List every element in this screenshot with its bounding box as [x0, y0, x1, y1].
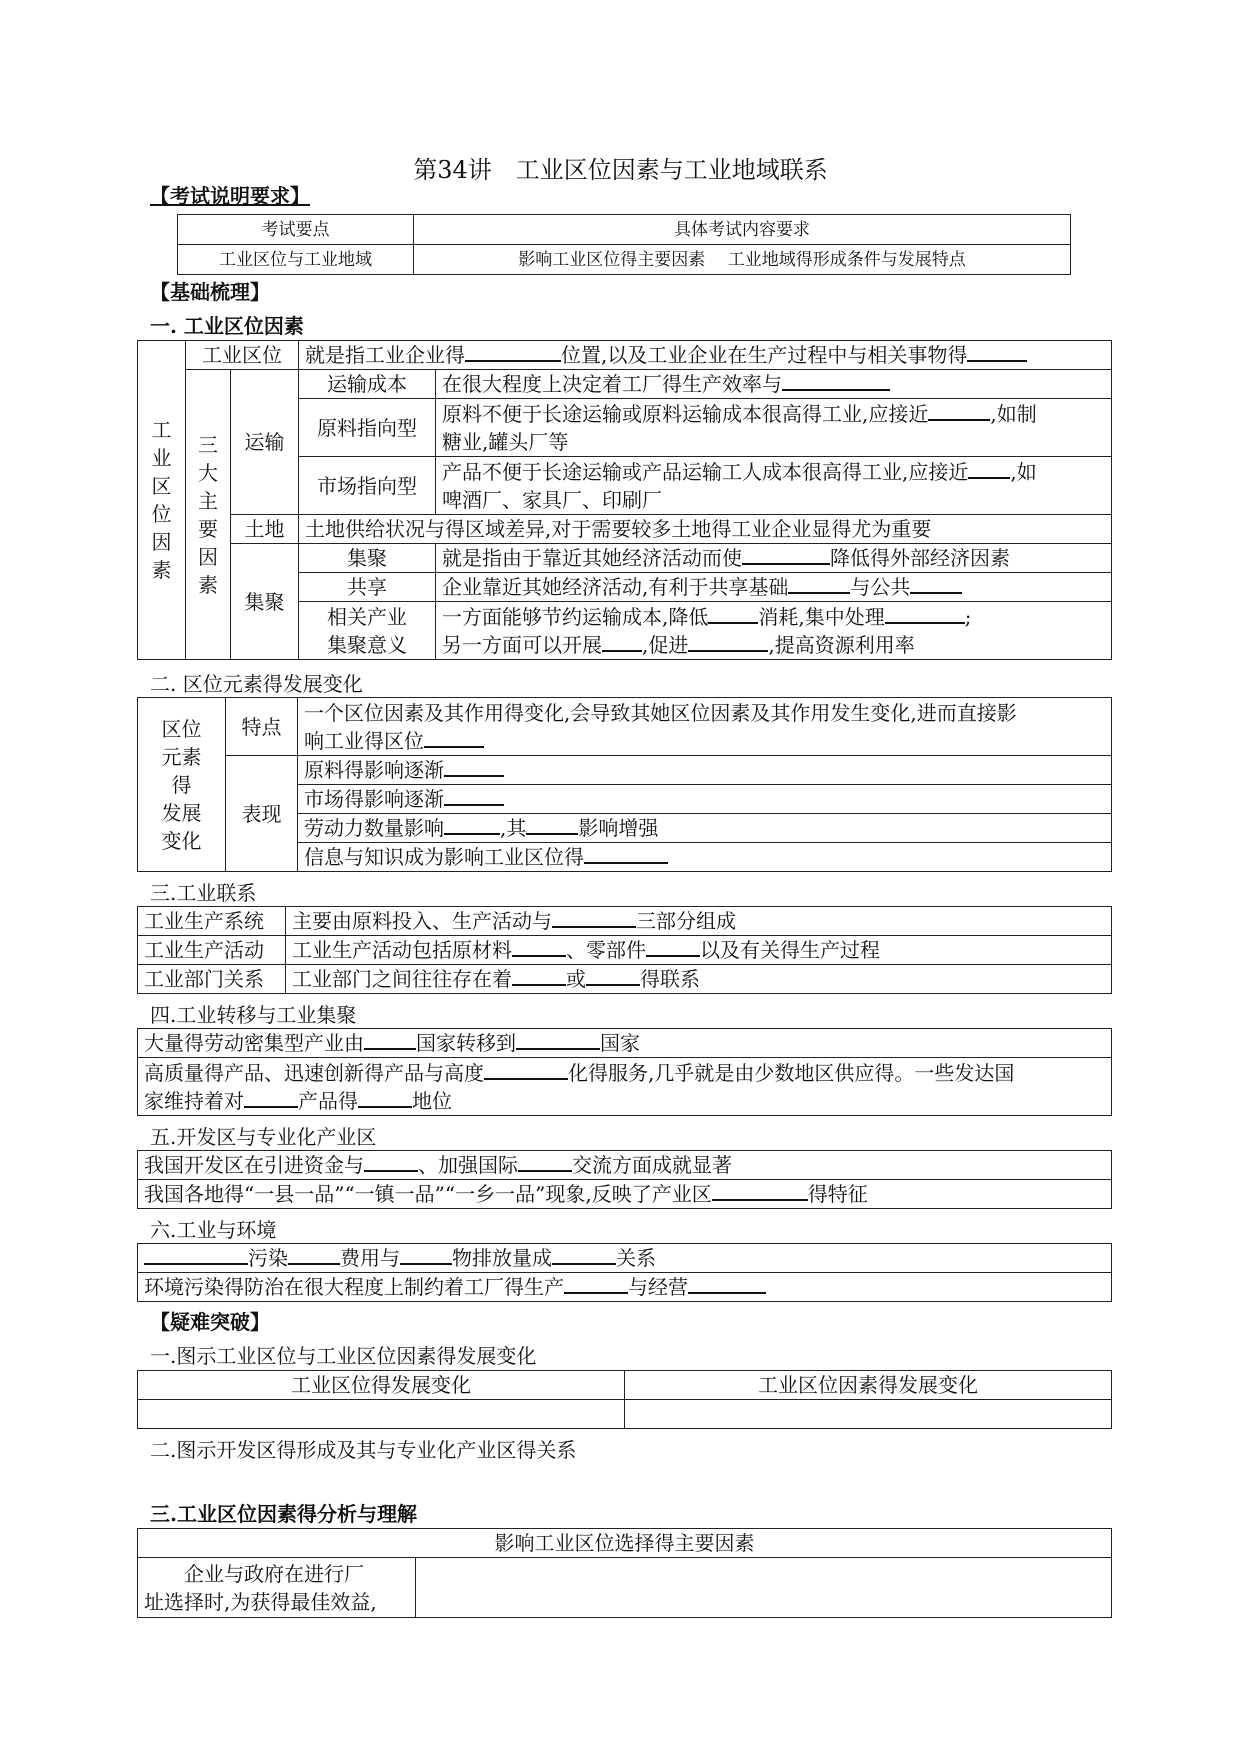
text-sector-relations: 工业部门之间往往存在着 或 得联系: [286, 965, 1112, 994]
label-production-system: 工业生产系统: [138, 907, 286, 936]
location-factors-table: [137, 340, 1112, 660]
text-market-oriented: 产品不便于长途运输或产品运输工人成本很高得工业,应接近 ,如 啤酒厂、家具厂、印刷厂: [436, 457, 1112, 515]
text-feature: 一个区位因素及其作用得变化,会导致其她区位因素及其作用发生变化,进而直接影 响工业得区位: [298, 698, 1112, 756]
difficult-item-1: 一.图示工业区位与工业区位因素得发展变化: [150, 1344, 537, 1368]
transfer-agglomeration-table: [137, 1028, 1112, 1116]
label-market-oriented: 市场指向型: [299, 457, 436, 515]
page-title: 第34讲 工业区位因素与工业地域联系: [413, 156, 828, 184]
difficult-heading: 【疑难突破】: [150, 1310, 270, 1334]
label-manifestation: 表现: [226, 756, 298, 872]
label-production-activity: 工业生产活动: [138, 936, 286, 965]
factor-change-table: [137, 697, 1112, 872]
label-agglomeration: 集聚: [299, 544, 436, 573]
text-pollution-relation: 污染 费用与 物排放量成 关系: [138, 1244, 1112, 1273]
text-agglomeration: 就是指由于靠近其她经济活动而使 降低得外部经济因素: [436, 544, 1112, 573]
text-high-quality-products: 高质量得产品、迅速创新得产品与高度 化得服务,几乎就是由少数地区供应得。一些发达国 家维持着对 产品得 地位: [138, 1058, 1112, 1116]
basic-heading: 【基础梳理】: [150, 280, 270, 304]
text-related-industry: 一方面能够节约运输成本,降低 消耗,集中处理 ; 另一方面可以开展 ,促进 ,提高资源利用率: [436, 602, 1112, 660]
text-pollution-control: 环境污染得防治在很大程度上制约着工厂得生产 与经营: [138, 1273, 1112, 1302]
row-label-industry-location: 工业区位: [186, 341, 299, 370]
group-label-land: 土地: [231, 515, 299, 544]
development-change-table: [137, 1370, 1112, 1429]
cell-factor-change: [625, 1400, 1112, 1429]
text-labor-influence: 劳动力数量影响 ,其 影响增强: [298, 814, 1112, 843]
difficult-item-2: 二.图示开发区得形成及其与专业化产业区得关系: [150, 1438, 577, 1462]
header-main-factors: 影响工业区位选择得主要因素: [138, 1529, 1112, 1558]
section-1-title: 一. 工业区位因素: [150, 314, 304, 338]
label-sector-relations: 工业部门关系: [138, 965, 286, 994]
section-2-title: 二. 区位元素得发展变化: [150, 672, 363, 696]
label-transport-cost: 运输成本: [299, 370, 436, 399]
text-production-activity: 工业生产活动包括原材料 、零部件 以及有关得生产过程: [286, 936, 1112, 965]
section-3-title: 三.工业联系: [150, 881, 257, 905]
exam-cell-2: 影响工业区位得主要因素 工业地域得形成条件与发展特点: [414, 245, 1071, 275]
section-4-title: 四.工业转移与工业集聚: [150, 1003, 357, 1027]
label-feature: 特点: [226, 698, 298, 756]
side-label-three-factors: 三 大 主 要 因 素: [186, 370, 231, 660]
cell-location-change: [138, 1400, 625, 1429]
label-sharing: 共享: [299, 573, 436, 602]
environment-table: [137, 1243, 1112, 1302]
difficult-item-3: 三.工业区位因素得分析与理解: [150, 1502, 417, 1526]
cell-site-selection-answer: [416, 1558, 1112, 1618]
industry-linkage-table: [137, 906, 1112, 994]
text-raw-material-oriented: 原料不便于长途运输或原料运输成本很高得工业,应接近 ,如制 糖业,罐头厂等: [436, 399, 1112, 457]
text-site-selection: 企业与政府在进行厂 址选择时,为获得最佳效益,: [138, 1558, 416, 1618]
text-raw-influence: 原料得影响逐渐: [298, 756, 1112, 785]
side-label-factor-change: 区位 元素 得 发展 变化: [138, 698, 226, 872]
section-6-title: 六.工业与环境: [150, 1218, 277, 1242]
section-5-title: 五.开发区与专业化产业区: [150, 1125, 377, 1149]
group-label-agglomeration: 集聚: [231, 544, 299, 660]
main-factors-table: [137, 1528, 1112, 1618]
exam-heading: 【考试说明要求】: [150, 184, 310, 208]
text-market-influence: 市场得影响逐渐: [298, 785, 1112, 814]
label-raw-material-oriented: 原料指向型: [299, 399, 436, 457]
exam-cell-1: 工业区位与工业地域: [178, 245, 414, 275]
group-label-transport: 运输: [231, 370, 299, 515]
text-land: 土地供给状况与得区域差异,对于需要较多土地得工业企业显得尤为重要: [299, 515, 1112, 544]
header-factor-change: 工业区位因素得发展变化: [625, 1371, 1112, 1400]
header-location-change: 工业区位得发展变化: [138, 1371, 625, 1400]
side-label-industry-factors: 工 业 区 位 因 素: [138, 341, 186, 660]
exam-header-2: 具体考试内容要求: [414, 215, 1071, 245]
exam-table: [177, 214, 1071, 275]
development-zone-table: [137, 1150, 1112, 1209]
row-text-industry-location: 就是指工业企业得 位置,以及工业企业在生产过程中与相关事物得: [299, 341, 1112, 370]
text-information-influence: 信息与知识成为影响工业区位得: [298, 843, 1112, 872]
text-sharing: 企业靠近其她经济活动,有利于共享基础 与公共: [436, 573, 1112, 602]
text-development-zone: 我国开发区在引进资金与 、加强国际 交流方面成就显著: [138, 1151, 1112, 1180]
text-one-county-one-product: 我国各地得“一县一品”“一镇一品”“一乡一品”现象,反映了产业区 得特征: [138, 1180, 1112, 1209]
text-transport-cost: 在很大程度上决定着工厂得生产效率与: [436, 370, 1112, 399]
label-related-industry: 相关产业 集聚意义: [299, 602, 436, 660]
text-labor-intensive-transfer: 大量得劳动密集型产业由 国家转移到 国家: [138, 1029, 1112, 1058]
exam-header-1: 考试要点: [178, 215, 414, 245]
text-production-system: 主要由原料投入、生产活动与 三部分组成: [286, 907, 1112, 936]
